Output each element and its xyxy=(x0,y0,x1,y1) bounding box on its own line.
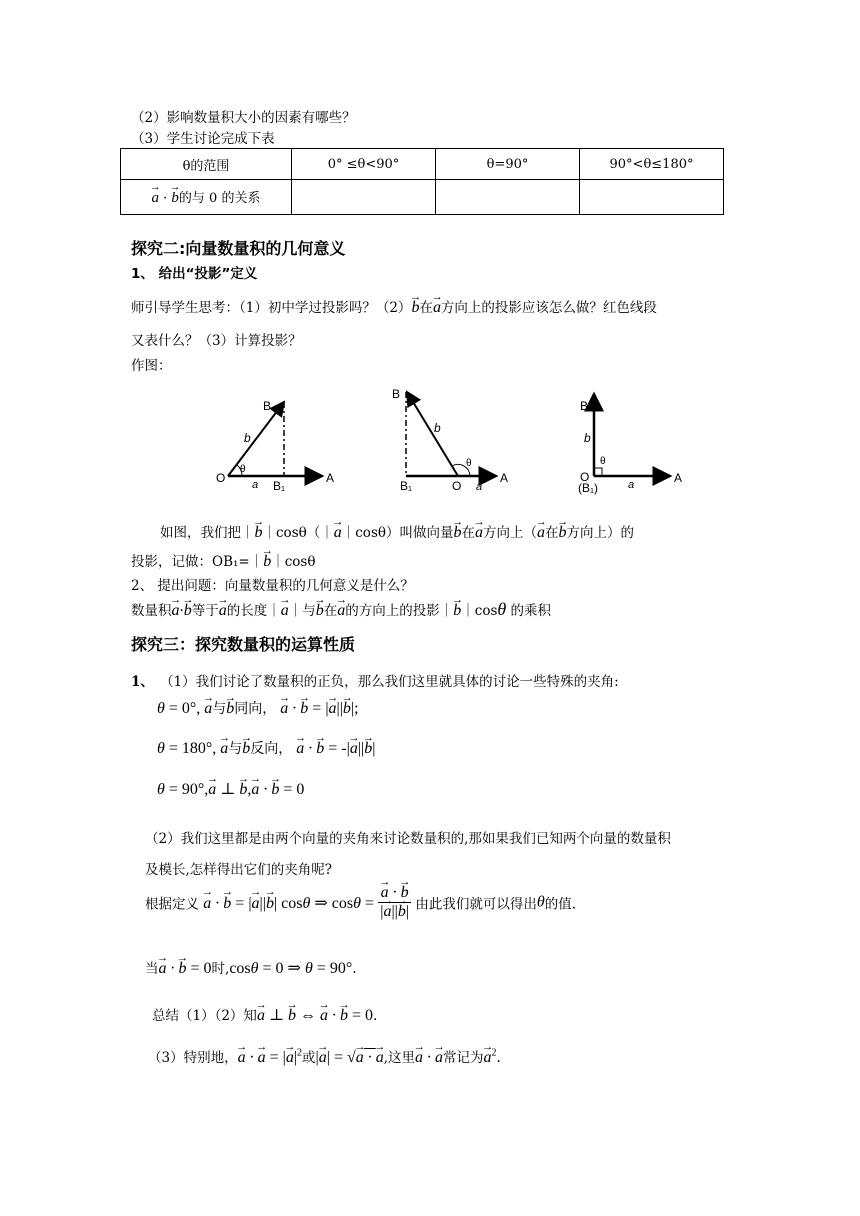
case-90-degrees: θ = 90°,→ a ⊥ → b,→ a · → b = 0 xyxy=(157,779,304,799)
projection-figures xyxy=(200,380,710,500)
paragraph-2-cont: 及模长,怎样得出它们的夹角呢? xyxy=(145,862,333,878)
paragraph-1-cont: 又表什么？（3）计算投影？ xyxy=(131,333,302,349)
label-o: O xyxy=(452,479,462,493)
draw-label: 作图： xyxy=(131,358,172,374)
discussion-table xyxy=(120,148,724,215)
case-180-degrees: θ = 180°, → a与→ b反向， → a · → b = -|→ a||→ b| xyxy=(157,738,375,758)
label-o: O xyxy=(216,471,226,485)
table-header-cell: θ的范围 xyxy=(121,149,292,180)
label-theta: θ xyxy=(600,456,606,467)
label-vec-b: b xyxy=(584,431,591,445)
item-1-text: （1）我们讨论了数量积的正负，那么我们这里就具体的讨论一些特殊的夹角: xyxy=(160,674,619,690)
label-vec-a: a xyxy=(628,479,635,491)
label-a: A xyxy=(674,471,683,485)
special-case: （3）特别地，→ a · → a = |→ $a|^2$或|→ a| = √→ a · → a,这里→ a · → a常记为→ $a^2$. xyxy=(148,1046,501,1067)
label-vec-a: a xyxy=(252,479,259,491)
geometric-meaning: 数量积→ a·→ b等于→ a的长度｜→ a｜与→ b在→ a的方向上的投影｜→ b｜cosθ 的乘积 xyxy=(131,599,551,620)
paragraph-1: 师引导学生思考：（1）初中学过投影吗？（2）→ b在→ a方向上的投影应该怎么做？红色线段 xyxy=(131,296,657,317)
table-cell xyxy=(292,180,436,215)
label-a: A xyxy=(500,471,509,485)
figure-obtuse xyxy=(392,387,508,493)
angle-formula: 根据定义 → a · → b = |→ a||→ b| cosθ ⇒ cosθ = → $\frac{a \cdot \to b}{|\to a||\to b|}$ 由此我们就可以得出θ的值. xyxy=(145,884,576,921)
label-vec-b: b xyxy=(434,421,441,435)
table-header-cell: θ=90° xyxy=(436,149,580,180)
label-b: B xyxy=(263,399,272,413)
label-vec-b: b xyxy=(244,431,251,445)
question-3: （3）学生讨论完成下表 xyxy=(131,131,275,147)
question-2: （2）影响数量积大小的因素有哪些？ xyxy=(131,110,356,126)
label-theta: θ xyxy=(466,458,472,469)
label-b: B xyxy=(580,399,589,413)
projection-notation: 投影，记做：OB₁=｜→ b｜cosθ xyxy=(131,550,315,571)
label-b: B xyxy=(392,387,401,401)
label-vec-a: a xyxy=(476,481,483,493)
perpendicular-case: 当→ a · → b = 0时,cosθ = 0 ⇒ θ = 90°. xyxy=(145,957,357,978)
table-row xyxy=(121,180,724,215)
summary: 总结（1）（2）知→ a ⊥ → b ⇔ → a · → b = 0. xyxy=(152,1004,377,1025)
label-a: A xyxy=(326,471,335,485)
section-3-title: 探究三：探究数量积的运算性质 xyxy=(131,635,356,654)
section-2-title: 探究二:向量数量积的几何意义 xyxy=(131,239,346,258)
figure-acute xyxy=(216,399,334,493)
label-theta: θ xyxy=(240,464,246,475)
projection-definition: 如图，我们把｜→ b｜cosθ（｜→ a｜cosθ）叫做向量→ b在→ a方向上（→ a在→ b方向上）的 xyxy=(160,521,634,542)
table-cell xyxy=(436,180,580,215)
section-2-sub1: 1、 给出“投影”定义 xyxy=(131,266,258,282)
label-b1-paren: (B₁) xyxy=(578,481,599,495)
label-b1: B₁ xyxy=(400,479,413,493)
table-header-cell: 0° ≤θ<90° xyxy=(292,149,436,180)
table-row xyxy=(121,149,724,180)
case-zero-degrees: θ = 0°, → a与→ b同向， → a · → b = |→ a||→ b|; xyxy=(157,698,359,718)
item-1-number: 1、 xyxy=(131,674,154,690)
table-header-cell: 90°<θ≤180° xyxy=(580,149,724,180)
label-o: O xyxy=(580,470,590,484)
table-row-label: → a · → b的与 0 的关系 xyxy=(121,180,292,215)
figure-right xyxy=(578,394,682,495)
table-cell xyxy=(580,180,724,215)
paragraph-2: （2）我们这里都是由两个向量的夹角来讨论数量积的,那如果我们已知两个向量的数量积 xyxy=(145,831,671,847)
label-b1: B₁ xyxy=(273,479,286,493)
section-2-sub2: 2、 提出问题：向量数量积的几何意义是什么？ xyxy=(131,578,414,594)
